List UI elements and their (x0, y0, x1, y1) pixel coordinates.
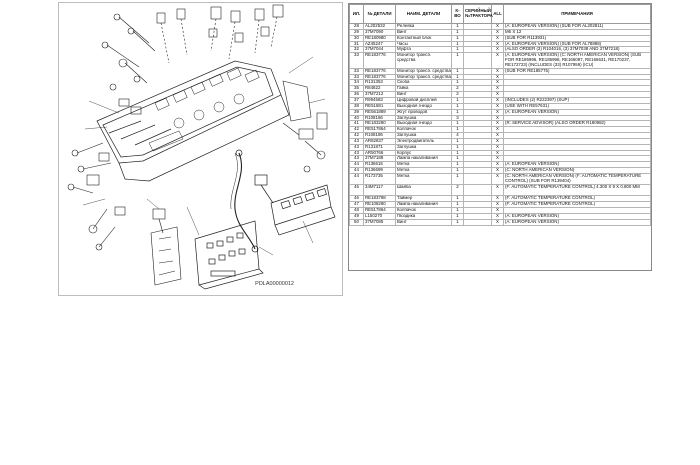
qty-cell: 1 (452, 74, 464, 80)
ill-no-cell: 29 (350, 29, 364, 35)
part-no-cell: RE108280 (364, 202, 396, 208)
part-no-cell: L150270 (364, 213, 396, 219)
qty-cell: 1 (452, 35, 464, 41)
remarks-cell: (A: EUROPEAN VERSION) (504, 162, 651, 168)
qty-cell: 1 (452, 103, 464, 109)
qty-cell: 1 (452, 208, 464, 214)
remarks-cell: M6 X 12 (504, 29, 651, 35)
part-no-cell: R131871 (364, 144, 396, 150)
all-cell: X (492, 24, 504, 30)
part-no-cell: R131353 (364, 80, 396, 86)
qty-cell: 3 (452, 115, 464, 121)
all-cell: X (492, 208, 504, 214)
part-name-cell: Гвоздика (396, 213, 452, 219)
part-name-cell: Гайка (396, 86, 452, 92)
ill-no-cell: 43 (350, 144, 364, 150)
all-cell: X (492, 41, 504, 47)
figure-id: PDLA00000012 (255, 281, 294, 287)
ill-no-cell: 33 (350, 68, 364, 74)
part-no-cell: 37M7085 (364, 219, 396, 225)
ill-no-cell: 37 (350, 97, 364, 103)
all-cell: X (492, 133, 504, 139)
part-no-cell: R108186 (364, 133, 396, 139)
part-no-cell: 37M7044 (364, 47, 396, 53)
ill-no-cell: 35 (350, 86, 364, 92)
qty-cell: 1 (452, 173, 464, 184)
ill-no-cell: 40 (350, 115, 364, 121)
remarks-cell: (R: SERVICE ADVISOR) (ALSO ORDER R180982) (504, 121, 651, 127)
ill-no-cell: 48 (350, 208, 364, 214)
remarks-cell: (F: AUTOMATIC TEMPERATURE CONTROL) (504, 202, 651, 208)
all-cell: X (492, 156, 504, 162)
qty-cell: 1 (452, 109, 464, 115)
part-no-cell: AL202532 (364, 24, 396, 30)
part-no-cell: RE183798 (364, 196, 396, 202)
ill-no-cell: 42 (350, 127, 364, 133)
part-no-cell: 37M7188 (364, 156, 396, 162)
part-name-cell: Винт (396, 29, 452, 35)
part-no-cell: R136699 (364, 168, 396, 174)
qty-cell: 2 (452, 92, 464, 98)
part-name-cell: Метка (396, 162, 452, 168)
exploded-parts-diagram (58, 2, 343, 296)
table-row (350, 53, 651, 69)
part-name-cell: Часы (396, 41, 452, 47)
col-serial: СЕРИЙНЫЙ №ТРАКТОРА (464, 5, 492, 24)
table-row (350, 185, 651, 196)
part-name-cell: Колпачок (396, 127, 452, 133)
ill-no-cell: 36 (350, 92, 364, 98)
part-name-cell: Корпус (396, 150, 452, 156)
ill-no-cell: 43 (350, 150, 364, 156)
part-name-cell: Выходная гнездо (396, 121, 452, 127)
qty-cell: 1 (452, 24, 464, 30)
part-no-cell: R173735 (364, 173, 396, 184)
ill-no-cell: 47 (350, 202, 364, 208)
part-name-cell: Электродвигатель (396, 138, 452, 144)
remarks-cell: (C: NORTH AMERICAN VERSION) (504, 168, 651, 174)
remarks-cell: (SUB FOR RE185775) (504, 68, 651, 74)
remarks-cell: (ALSO ORDER (3) R104016, (3) 37M7038 AND 37M7218) (504, 47, 651, 53)
part-name-cell: Заглушка (396, 115, 452, 121)
part-name-cell: Скоба (396, 80, 452, 86)
remarks-cell: (INCLUDES (2) R222397) (SUP) (504, 97, 651, 103)
ill-no-cell: 45 (350, 185, 364, 196)
ill-no-cell: 39 (350, 109, 364, 115)
all-cell: X (492, 144, 504, 150)
col-all: ALL (492, 5, 504, 24)
ill-no-cell: 42 (350, 133, 364, 139)
part-no-cell: RE183280 (364, 121, 396, 127)
part-name-cell: Колпачок (396, 208, 452, 214)
part-no-cell: 34M7117 (364, 185, 396, 196)
part-name-cell: Монитор трансп. средства (397, 74, 451, 79)
qty-cell: 1 (452, 150, 464, 156)
ill-no-cell: 46 (350, 196, 364, 202)
all-cell: X (492, 219, 504, 225)
part-no-cell: RE183776 (364, 74, 396, 80)
serial-cell (464, 53, 492, 69)
part-no-cell: RE51881 (364, 103, 396, 109)
part-no-cell: AR82837 (364, 138, 396, 144)
part-name-cell: Монитор трансп. средства (396, 53, 452, 69)
all-cell: X (492, 138, 504, 144)
remarks-cell: (USE WITH RE57631) (504, 103, 651, 109)
all-cell: X (492, 29, 504, 35)
all-cell: X (492, 121, 504, 127)
ill-no-cell: 31 (350, 41, 364, 47)
serial-cell (464, 219, 492, 225)
qty-cell: 4 (452, 133, 464, 139)
all-cell: X (492, 196, 504, 202)
qty-cell: 1 (452, 121, 464, 127)
part-no-cell: RE561889 (364, 109, 396, 115)
ill-no-cell: 41 (350, 121, 364, 127)
all-cell: X (492, 74, 504, 80)
part-no-cell: 37M7090 (364, 29, 396, 35)
ill-no-cell: 44 (350, 168, 364, 174)
parts-table-panel (348, 3, 652, 271)
all-cell: X (492, 202, 504, 208)
all-cell: X (492, 168, 504, 174)
col-ill-no: ИЛ. (350, 5, 364, 24)
part-name-cell: Метка (396, 173, 452, 184)
qty-cell: 1 (452, 219, 464, 225)
all-cell: X (492, 86, 504, 92)
part-no-cell: RE517864 (364, 127, 396, 133)
qty-cell: 2 (452, 185, 464, 196)
all-cell: X (492, 173, 504, 184)
all-cell: X (492, 103, 504, 109)
part-no-cell: AZ45247 (364, 41, 396, 47)
part-name-cell: Цифровой дисплей (396, 97, 452, 103)
qty-cell: 1 (452, 97, 464, 103)
part-no-cell: R136615 (364, 162, 396, 168)
ill-no-cell: 30 (350, 35, 364, 41)
col-qty: К-ВО (452, 5, 464, 24)
ill-no-cell: 32 (350, 47, 364, 53)
all-cell: X (492, 68, 504, 74)
part-name-cell: Заглушка (396, 133, 452, 139)
qty-cell: 1 (452, 53, 464, 69)
all-cell: X (492, 109, 504, 115)
parts-table (349, 4, 651, 226)
all-cell: X (492, 47, 504, 53)
qty-cell: 1 (452, 213, 464, 219)
ill-no-cell: 43 (350, 138, 364, 144)
remarks-cell: (F: AUTOMATIC TEMPERATURE CONTROL) (504, 196, 651, 202)
remarks-cell: (F: AUTOMATIC TEMPERATURE CONTROL) 4.300 X 9 X 0.800 MM (504, 185, 651, 196)
remarks-cell: (A: EUROPEAN VERSION) (SUB FOR AL78888) (504, 41, 651, 47)
part-no-cell: RE180980 (364, 35, 396, 41)
all-cell: X (492, 92, 504, 98)
qty-cell: 1 (452, 202, 464, 208)
all-cell: X (492, 150, 504, 156)
ill-no-cell: 33 (350, 74, 364, 80)
all-cell: X (492, 115, 504, 121)
all-cell: X (492, 35, 504, 41)
remarks-cell: (A: EUROPEAN VERSION) (504, 213, 651, 219)
ill-no-cell: 43 (350, 156, 364, 162)
remarks-cell: (A: EUROPEAN VERSION) (SUB FOR AL202811) (504, 24, 651, 30)
part-no-cell: 37M7212 (364, 92, 396, 98)
all-cell: X (492, 213, 504, 219)
all-cell: X (492, 127, 504, 133)
qty-cell: 1 (452, 156, 464, 162)
dashboard-assembly-drawing (59, 3, 342, 295)
qty-cell: 1 (452, 47, 464, 53)
part-no-cell: RE183776 (364, 53, 396, 69)
part-name-cell: Винт (396, 92, 452, 98)
qty-cell: 1 (452, 162, 464, 168)
part-no-cell: RE183776 (364, 68, 396, 74)
parts-table-body (350, 24, 651, 226)
remarks-cell: (C: NORTH AMERICAN VERSION) (F: AUTOMATIC TEMPERATURE CONTROL) (SUB FOR R139404) (504, 173, 651, 184)
qty-cell: 1 (452, 29, 464, 35)
col-part-no: № ДЕТАЛИ (364, 5, 396, 24)
part-name-cell: Монитор трансп. средства (397, 68, 451, 73)
table-row (350, 173, 651, 184)
remarks-cell: (A: EUROPEAN VERSION) (504, 109, 651, 115)
serial-cell (464, 185, 492, 196)
part-name-cell: Рeлейка (396, 24, 452, 30)
ill-no-cell: 49 (350, 213, 364, 219)
part-name-cell: Жгут проводов (396, 109, 452, 115)
serial-cell (464, 173, 492, 184)
part-name-cell: Шайба (396, 185, 452, 196)
part-name-cell: Лампа накаливания (396, 156, 452, 162)
ill-no-cell: 33 (350, 53, 364, 69)
qty-cell: 1 (452, 168, 464, 174)
qty-cell: 2 (452, 86, 464, 92)
col-remarks: ПРИМЕЧАНИЯ (504, 5, 651, 24)
all-cell: X (492, 53, 504, 69)
ill-no-cell: 38 (350, 103, 364, 109)
ill-no-cell: 28 (350, 24, 364, 30)
part-no-cell: RE517864 (364, 208, 396, 214)
qty-cell: 1 (452, 196, 464, 202)
part-name-cell: Метка (396, 168, 452, 174)
part-name-cell: Лампа накаливания (396, 202, 452, 208)
all-cell: X (492, 97, 504, 103)
remarks-cell: (A: EUROPEAN VERSION) (C: NORTH AMERICAN VERSION) (SUB FOR RE185996, RE185998, RE166097, RE166631, RE170237, RE172723) (INCLUDES (33) R107959) (ICU) (504, 53, 651, 69)
all-cell: X (492, 185, 504, 196)
table-row (350, 219, 651, 225)
part-name-cell: Таймер (396, 196, 452, 202)
ill-no-cell: 44 (350, 173, 364, 184)
part-name-cell: Контактный блок (396, 35, 452, 41)
part-name-cell: Выходная гнездо (396, 103, 452, 109)
remarks-cell: (SUB FOR R113931) (504, 35, 651, 41)
qty-cell: 1 (452, 80, 464, 86)
qty-cell: 1 (452, 68, 464, 74)
part-no-cell: AR50766 (364, 150, 396, 156)
remarks-cell: (A: EUROPEAN VERSION) (504, 219, 651, 225)
all-cell: X (492, 80, 504, 86)
table-header-row (350, 5, 651, 24)
qty-cell: 1 (452, 138, 464, 144)
part-no-cell: R84822 (364, 86, 396, 92)
qty-cell: 1 (452, 144, 464, 150)
qty-cell: 1 (452, 41, 464, 47)
part-no-cell: R994583 (364, 97, 396, 103)
all-cell: X (492, 162, 504, 168)
ill-no-cell: 50 (350, 219, 364, 225)
part-name-cell: Муфта (396, 47, 452, 53)
part-no-cell: R108186 (364, 115, 396, 121)
part-name-cell: Заглушка (396, 144, 452, 150)
col-part-name: НАИМ. ДЕТАЛИ (396, 5, 452, 24)
qty-cell: 1 (452, 127, 464, 133)
ill-no-cell: 44 (350, 162, 364, 168)
part-name-cell: Винт (396, 219, 452, 225)
ill-no-cell: 34 (350, 80, 364, 86)
